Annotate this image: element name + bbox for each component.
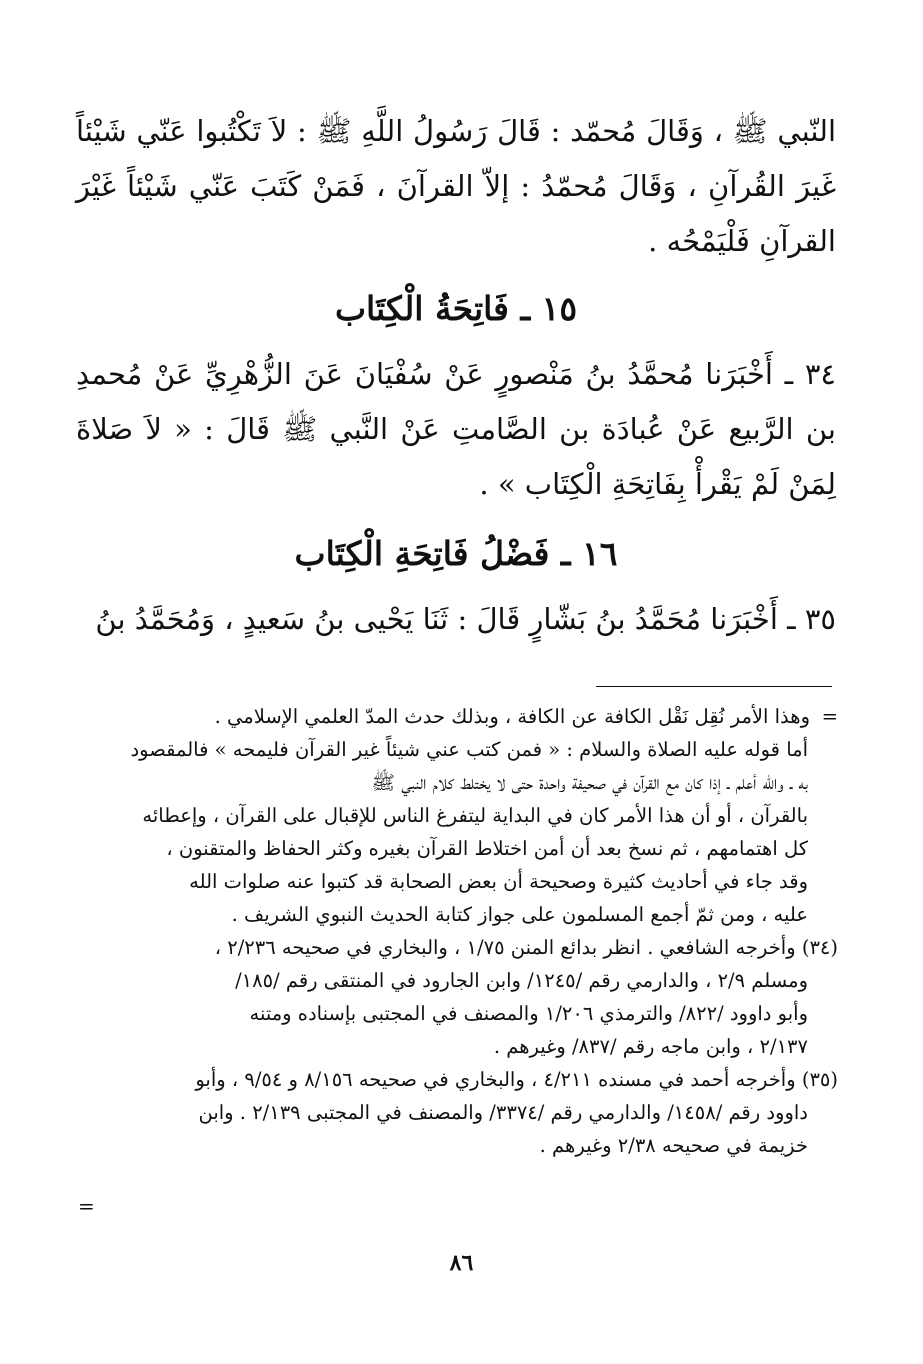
footnote-continuation [62, 700, 838, 931]
footnote-marker: (٣٤) [801, 936, 838, 959]
footnote-line: عليه ، ومن ثمّ أجمع المسلمون على جواز كتابة الحديث النبوي الشريف . [231, 903, 808, 926]
footnote-line: وأبو داوود /٨٢٢/ والترمذي ١/٢٠٦ والمصنف في المجتبى بإسناده ومتنه [249, 1002, 808, 1025]
footnote-line: أما قوله عليه الصلاة والسلام : « فمن كتب عني شيئاً غير القرآن فليمحه » فالمقصود [130, 738, 808, 761]
footnote-line: داوود رقم /١٤٥٨/ والدارمي رقم /٣٣٧٤/ والمصنف في المجتبى ٢/١٣٩ . وابن [198, 1101, 808, 1124]
footnote-34 [62, 931, 838, 1063]
chapter-heading-16: ١٦ ـ فَضْلُ فَاتِحَةِ الْكِتَاب [294, 534, 618, 573]
footnote-line: =وهذا الأمر نُقِل نَقْل الكافة عن الكافة ، وبذلك حدث المدّ العلمي الإسلامي . [62, 700, 838, 733]
footnote-line: به ـ والله أعلم ـ إذا كان مع القرآن في صحيفة واحدة حتى لا يختلط كلام النبي ﷺ [371, 771, 808, 794]
continuation-end-marker: = [78, 1194, 95, 1218]
footnotes [62, 700, 838, 1162]
footnote-35 [62, 1063, 838, 1162]
footnote-line: ٢/١٣٧ ، وابن ماجه رقم /٨٣٧/ وغيرهم . [493, 1035, 808, 1058]
footnote-line: ومسلم ٢/٩ ، والدارمي رقم /١٢٤٥/ وابن الجارود في المنتقى رقم /١٨٥/ [235, 969, 808, 992]
footnote-line: بالقرآن ، أو أن هذا الأمر كان في البداية ليتفرغ الناس للإقبال على القرآن ، وإعطائه [142, 804, 808, 827]
continuation-marker: = [821, 705, 838, 728]
footnote-line: خزيمة في صحيحه ٢/٣٨ وغيرهم . [539, 1134, 808, 1157]
footnote-line: (٣٤) وأخرجه الشافعي . انظر بدائع المنن ١/٧٥ ، والبخاري في صحيحه ٢/٢٣٦ ، [214, 936, 838, 959]
footnote-separator [596, 686, 832, 687]
footnote-line: (٣٥) وأخرجه أحمد في مسنده ٤/٢١١ ، والبخاري في صحيحه ٨/١٥٦ و ٩/٥٤ ، وأبو [195, 1068, 838, 1091]
hadith-34: ٣٤ ـ أَخْبَرَنا مُحمَّدُ بنُ مَنْصورٍ عَنْ سُفْيَانَ عَنَ الزُّهْرِيِّ عَنْ مُحمدِ بن الرَّبيع عَنْ عُبادَة بن الصَّامتِ عَنْ النَّبي ﷺ قَالَ : « لاَ صَلاةَ لِمَنْ لَمْ يَقْرأْ بِفَاتِحَةِ الْكِتَاب » . [76, 357, 837, 501]
footnote-line: كل اهتمامهم ، ثم نسخ بعد أن أمن اختلاط القرآن بغيره وكثر الحفاظ والمتقنون ، [166, 837, 808, 860]
page-number: ٨٦ [449, 1250, 474, 1276]
main-text [76, 104, 836, 647]
footnote-line: وقد جاء في أحاديث كثيرة وصحيحة أن بعض الصحابة قد كتبوا عنه صلوات الله [189, 870, 808, 893]
footnote-marker: (٣٥) [801, 1068, 838, 1091]
hadith-35: ٣٥ ـ أَخْبَرَنا مُحَمَّدُ بنُ بَشّارٍ قَالَ : ثَنَا يَحْيى بنُ سَعيدٍ ، وَمُحَمَّدُ بنُ [95, 602, 836, 636]
paragraph-continuation: النّبي ﷺ ، وَقَالَ مُحمّد : قَالَ رَسُولُ اللَّهِ ﷺ : لاَ تَكْتُبوا عَنّي شَيْئاً غَيرَ القُرآنِ ، وَقَالَ مُحمّدُ : إلاّ القرآنَ ، فَمَنْ كَتَبَ عَنّي شَيْئاً غَيْرَ القرآنِ فَلْيَمْحُه . [76, 114, 836, 258]
chapter-heading-15: ١٥ ـ فَاتِحَةُ الْكِتَاب [334, 289, 578, 328]
